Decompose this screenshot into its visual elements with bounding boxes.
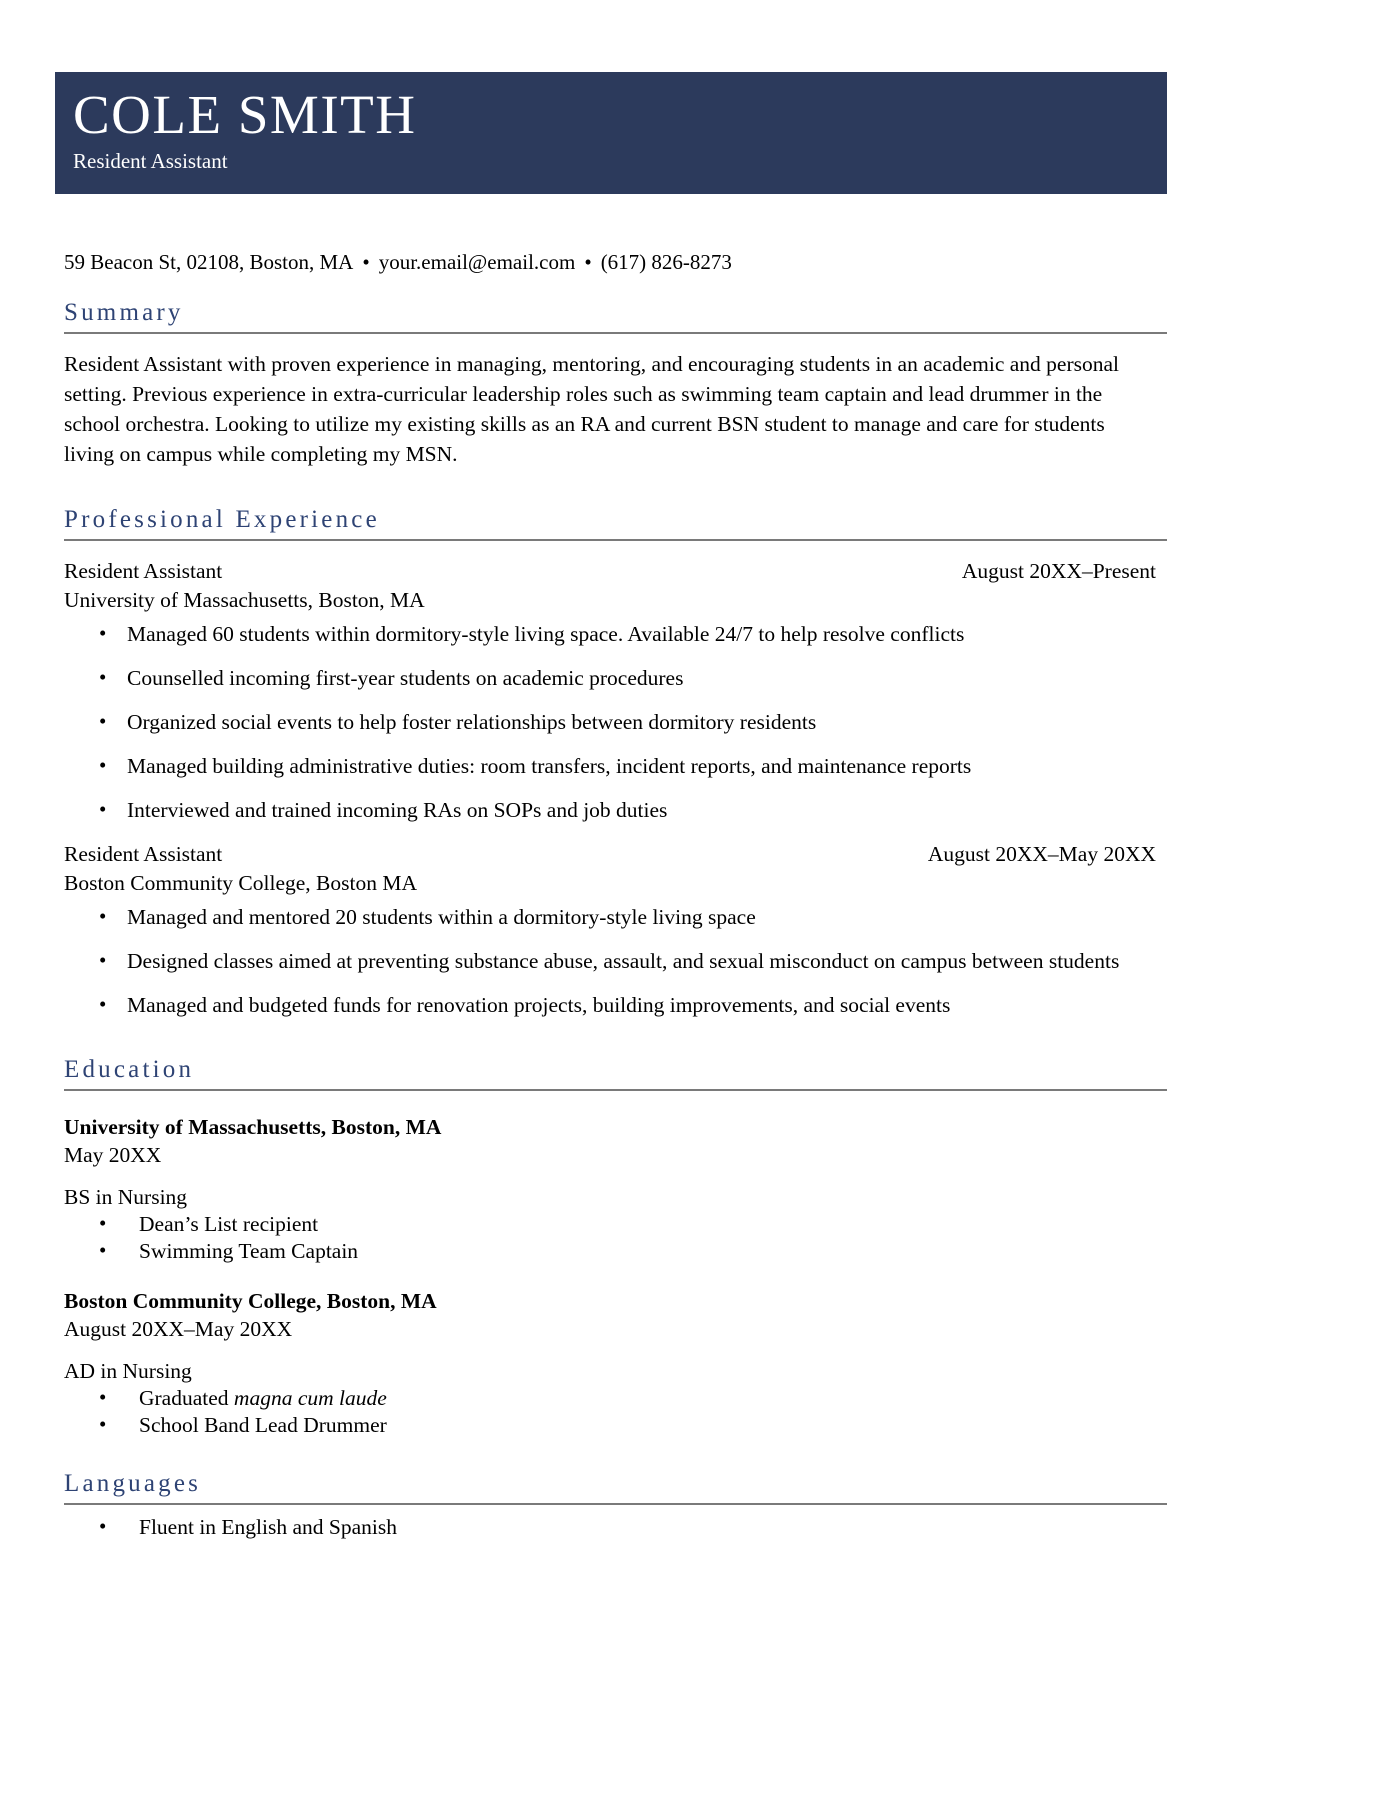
experience-organization: University of Massachusetts, Boston, MA: [64, 588, 425, 612]
education-school: Boston Community College, Boston, MA: [64, 1289, 437, 1313]
education-date: May 20XX: [64, 1143, 162, 1167]
section-heading-education: Education: [64, 1055, 1167, 1091]
contact-line: [64, 248, 732, 276]
language-item: • Fluent in English and Spanish: [64, 1513, 1167, 1541]
contact-phone[interactable]: (617) 826-8273: [600, 250, 732, 274]
education-school: University of Massachusetts, Boston, MA: [64, 1115, 442, 1139]
experience-bullet: • Designed classes aimed at preventing substance abuse, assault, and sexual misconduct on campus between students: [64, 947, 1167, 975]
education-bullet: • Swimming Team Captain: [64, 1238, 1167, 1265]
experience-list: [64, 557, 1167, 1019]
experience-entry: [64, 557, 1167, 824]
experience-bullet: • Managed and mentored 20 students within a dormitory-style living space: [64, 903, 1167, 931]
education-bullet-emphasis: magna cum laude: [233, 1386, 387, 1410]
experience-job-title: Resident Assistant: [64, 842, 223, 866]
experience-bullet: • Interviewed and trained incoming RAs on SOPs and job duties: [64, 796, 1167, 824]
languages-list: [64, 1513, 1167, 1541]
contact-email[interactable]: your.email@email.com: [378, 250, 576, 274]
experience-bullet: • Organized social events to help foster relationships between dormitory residents: [64, 708, 1167, 736]
education-entry: [64, 1113, 1167, 1265]
experience-bullet: • Managed 60 students within dormitory-style living space. Available 24/7 to help resolve conflicts: [64, 620, 1167, 648]
experience-dates: August 20XX–May 20XX: [927, 842, 1156, 866]
education-degree: BS in Nursing: [64, 1185, 188, 1209]
section-education: [64, 1055, 1167, 1439]
section-heading-summary: Summary: [64, 298, 1167, 334]
education-bullet-list: [64, 1211, 1167, 1265]
education-bullet: [64, 1385, 1167, 1412]
section-summary: [64, 298, 1167, 469]
section-heading-experience: Professional Experience: [64, 505, 1167, 541]
experience-bullet: • Counselled incoming first-year students on academic procedures: [64, 664, 1167, 692]
education-bullet-list: [64, 1385, 1167, 1439]
header-banner: [55, 72, 1167, 194]
education-degree: AD in Nursing: [64, 1359, 192, 1383]
education-list: [64, 1113, 1167, 1439]
education-entry: [64, 1287, 1167, 1439]
summary-text: Resident Assistant with proven experience in managing, mentoring, and encouraging students in an academic and personal setting. Previous experience in extra-curricular leadership roles such as swimming team captain and lead drummer in the school orchestra. Looking to utilize my existing skills as an RA and current BSN student to manage and care for students living on campus while completing my MSN.: [64, 352, 1120, 466]
candidate-job-title: Resident Assistant: [73, 149, 228, 173]
section-languages: [64, 1469, 1167, 1541]
experience-entry: [64, 840, 1167, 1019]
contact-separator-1: •: [362, 250, 370, 274]
resume-content: [64, 298, 1167, 1541]
experience-title-row: [64, 557, 1156, 586]
experience-title-row: [64, 840, 1156, 869]
experience-dates: August 20XX–Present: [961, 559, 1156, 583]
contact-separator-2: •: [584, 250, 592, 274]
education-bullet-prefix: Graduated: [139, 1386, 234, 1410]
experience-bullet-list: [64, 620, 1167, 824]
contact-address: 59 Beacon St, 02108, Boston, MA: [64, 250, 354, 274]
experience-bullet: • Managed and budgeted funds for renovation projects, building improvements, and social events: [64, 991, 1167, 1019]
experience-organization: Boston Community College, Boston MA: [64, 871, 417, 895]
section-experience: [64, 505, 1167, 1019]
education-bullet: • School Band Lead Drummer: [64, 1412, 1167, 1439]
experience-job-title: Resident Assistant: [64, 559, 223, 583]
education-bullet: • Dean’s List recipient: [64, 1211, 1167, 1238]
section-heading-languages: Languages: [64, 1469, 1167, 1505]
experience-bullet: • Managed building administrative duties: room transfers, incident reports, and maintenance reports: [64, 752, 1167, 780]
candidate-name: COLE SMITH: [73, 84, 417, 145]
education-date: August 20XX–May 20XX: [64, 1317, 293, 1341]
experience-bullet-list: [64, 903, 1167, 1019]
